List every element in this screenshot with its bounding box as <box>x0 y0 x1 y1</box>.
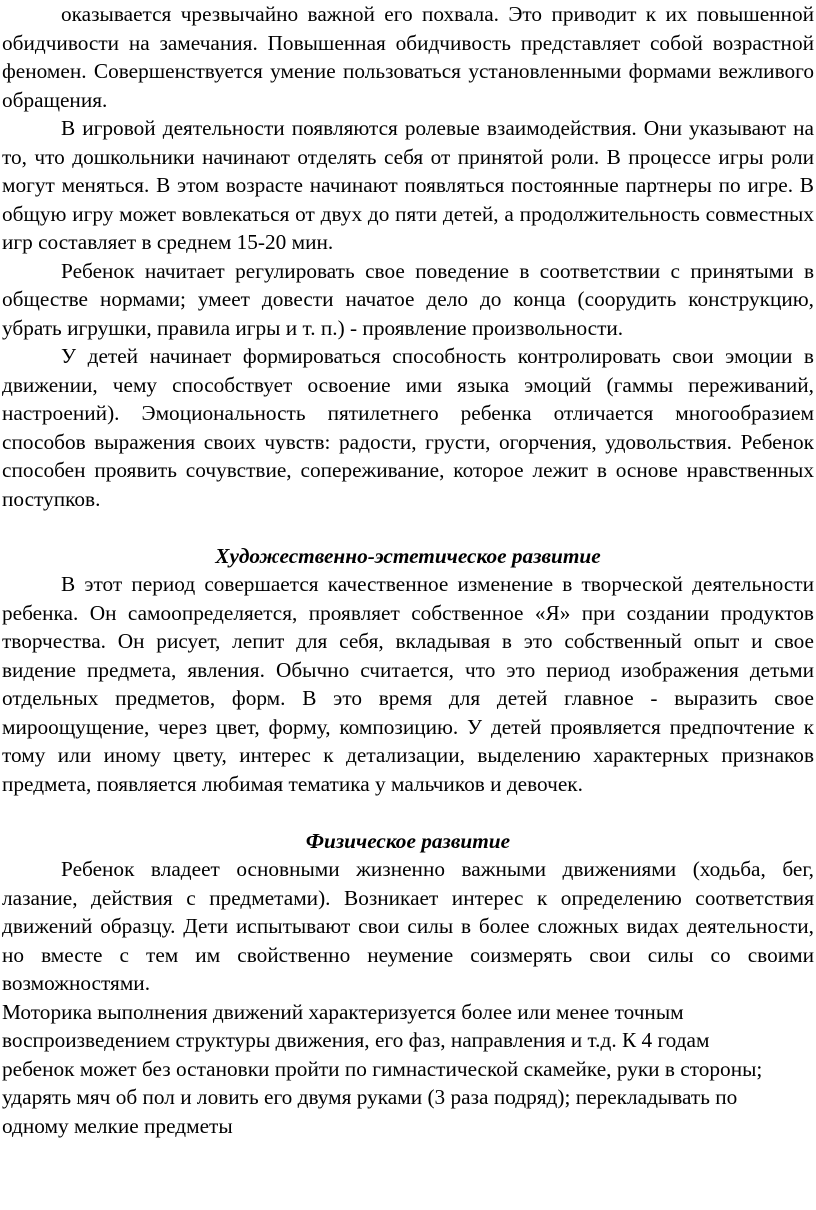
paragraph-physical-development: Ребенок владеет основными жизненно важными движениями (ходьба, бег, лазание, действия с предметами). Возникает интерес к определению соответствия движений образцу. Дети испытывают свои силы в более сложных видах деятельности, но вместе с тем им свойственно неумение соизмерять свои силы со своими возможностями. <box>2 857 814 995</box>
paragraph-praise: оказывается чрезвычайно важной его похвала. Это приводит к их повышенной обидчивости на замечания. Повышенная обидчивость представляет собой возрастной феномен. Совершенствуется умение пользоваться установленными формами вежливого обращения. <box>2 2 814 112</box>
paragraph-behavior-regulation: Ребенок начитает регулировать свое поведение в соответствии с принятыми в обществе нормами; умеет довести начатое дело до конца (соорудить конструкцию, убрать игрушки, правила игры и т. п.) - проявление произвольности. <box>2 258 814 340</box>
paragraph-artistic-development: В этот период совершается качественное изменение в творческой деятельности ребенка. Он самоопределяется, проявляет собственное «Я» при создании продуктов творчества. Он рисует, лепит для себя, вкладывая в это собственный опыт и свое видение предмета, явления. Обычно считается, что это период изображения детьми отдельных предметов, форм. В это время для детей главное - выразить свое мироощущение, через цвет, форму, композицию. У детей проявляется предпочтение к тому или иному цвету, интерес к детализации, выделению характерных признаков предмета, появляется любимая тематика у мальчиков и девочек. <box>2 572 814 796</box>
heading-artistic-development: Художественно-эстетическое развитие <box>215 543 601 568</box>
heading-physical-development: Физическое развитие <box>305 828 511 853</box>
spacer <box>2 513 814 542</box>
spacer <box>2 798 814 827</box>
paragraph-play-activity: В игровой деятельности появляются ролевые взаимодействия. Они указывают на то, что дошкольники начинают отделять себя от принятой роли. В процессе игры роли могут меняться. В этом возрасте начинают появляться постоянные партнеры по игре. В общую игру может вовлекаться от двух до пяти детей, а продолжительность совместных игр составляет в среднем 15-20 мин. <box>2 116 814 254</box>
paragraph-emotions: У детей начинает формироваться способность контролировать свои эмоции в движении, чему способствует освоение ими языка эмоций (гаммы переживаний, настроений). Эмоциональность пятилетнего ребенка отличается многообразием способов выражения своих чувств: радости, грусти, огорчения, удовольствия. Ребенок способен проявить сочувствие, сопереживание, которое лежит в основе нравственных поступков. <box>2 344 814 511</box>
paragraph-motor-skills: Моторика выполнения движений характеризуется более или менее точным воспроизведением структуры движения, его фаз, направления и т.д. К 4 годам ребенок может без остановки пройти по гимнастической скамейке, руки в стороны; ударять мяч об пол и ловить его двумя руками (3 раза подряд); перекладывать по одному мелкие предметы <box>2 999 763 1138</box>
